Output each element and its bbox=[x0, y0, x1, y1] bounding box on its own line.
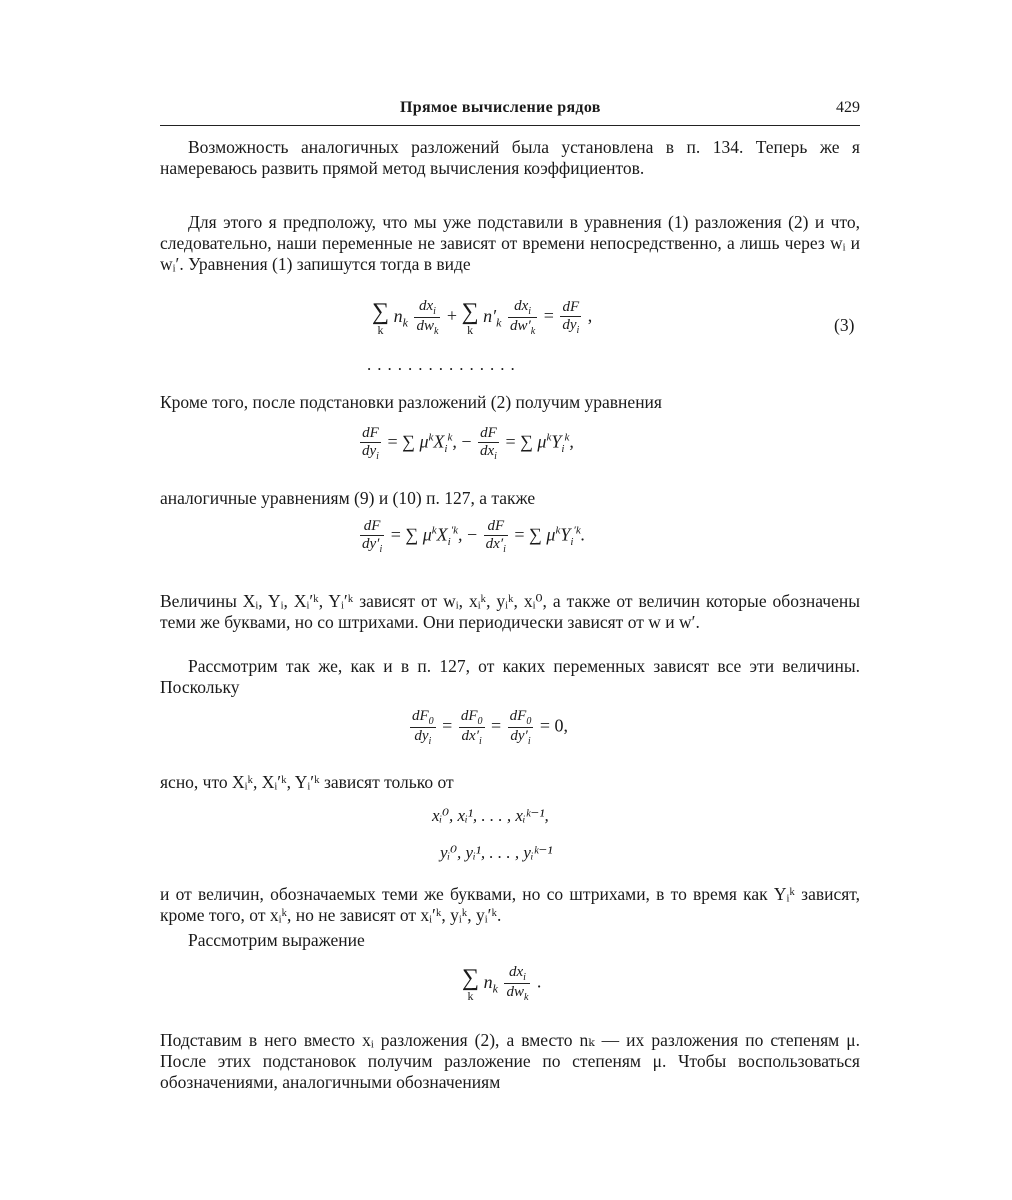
paragraph-9: Рассмотрим выражение bbox=[188, 930, 365, 950]
equation-dF-dy-prime: $\frac{dF}{dy'_i}$ = ∑ $\mu^kX_i^{'k}$, − $\frac{dF}{dx'_i}$ = ∑ $\mu^kY_i^{'k}$. bbox=[362, 518, 586, 555]
equation-sum-nk: ∑ k $n_k$ $\frac{dx_i}{dw_k}$ . bbox=[462, 964, 542, 1003]
variable-list-y: yᵢ⁰, yᵢ¹, . . . , yᵢᵏ⁻¹ bbox=[440, 843, 553, 862]
ellipsis-dots: ............... bbox=[367, 355, 521, 374]
paragraph-7: ясно, что Xᵢᵏ, Xᵢ′ᵏ, Yᵢ′ᵏ зависят только от bbox=[160, 772, 454, 792]
page-number: 429 bbox=[836, 99, 860, 116]
running-header bbox=[160, 99, 860, 126]
equation-3: ∑ k $n_k$ $\frac{dx_i}{dw_k}$ + ∑ k $n'_k$ $\frac{dx_i}{dw'_k}$ = $\frac{dF}{dy_i}$ , bbox=[372, 298, 593, 337]
paragraph-4: аналогичные уравнениям (9) и (10) п. 127, а также bbox=[160, 488, 536, 508]
paragraph-5: Величины Xᵢ, Yᵢ, Xᵢ′ᵏ, Yᵢ′ᵏ зависят от wᵢ, xᵢᵏ, yᵢᵏ, xᵢ⁰, а также от величин которые обозначены теми же буквами, но со штрихами. Они периодически зависят от w и w′. bbox=[160, 591, 860, 632]
paragraph-8: и от величин, обозначаемых теми же буквами, но со штрихами, в то время как Yᵢᵏ зависят, кроме того, от xᵢᵏ, но не зависят от xᵢ′ᵏ, yᵢᵏ, yᵢ′ᵏ. bbox=[160, 884, 860, 925]
equation-dF0: $\frac{dF_0}{dy_i}$ = $\frac{dF_0}{dx'_i}$ = $\frac{dF_0}{dy'_i}$ = 0, bbox=[412, 708, 568, 747]
variable-list-x: xᵢ⁰, xᵢ¹, . . . , xᵢᵏ⁻¹, bbox=[432, 806, 549, 825]
paragraph-6: Рассмотрим так же, как и в п. 127, от каких переменных зависят все эти величины. Поскольку bbox=[160, 656, 860, 697]
paragraph-1: Возможность аналогичных разложений была установлена в п. 134. Теперь же я намереваюсь развить прямой метод вычисления коэффициентов. bbox=[160, 137, 860, 178]
paragraph-10: Подставим в него вместо xᵢ разложения (2), а вместо nₖ — их разложения по степеням μ. После этих подстановок получим разложение по степеням μ. Чтобы воспользоваться обозначениями, аналогичными обозначениям bbox=[160, 1030, 860, 1092]
paragraph-3: Кроме того, после подстановки разложений (2) получим уравнения bbox=[160, 392, 662, 412]
equation-3-label: (3) bbox=[834, 315, 855, 335]
paragraph-2: Для этого я предположу, что мы уже подставили в уравнения (1) разложения (2) и что, следовательно, наши переменные не зависят от времени непосредственно, а лишь через wᵢ и wᵢ′. Уравнения (1) запишутся тогда в виде bbox=[160, 212, 860, 274]
running-title: Прямое вычисление рядов bbox=[400, 99, 601, 116]
equation-dF-dy: $\frac{dF}{dy_i}$ = ∑ $\mu^kX_i^k$, − $\frac{dF}{dx_i}$ = ∑ $\mu^kY_i^k$, bbox=[362, 425, 574, 462]
